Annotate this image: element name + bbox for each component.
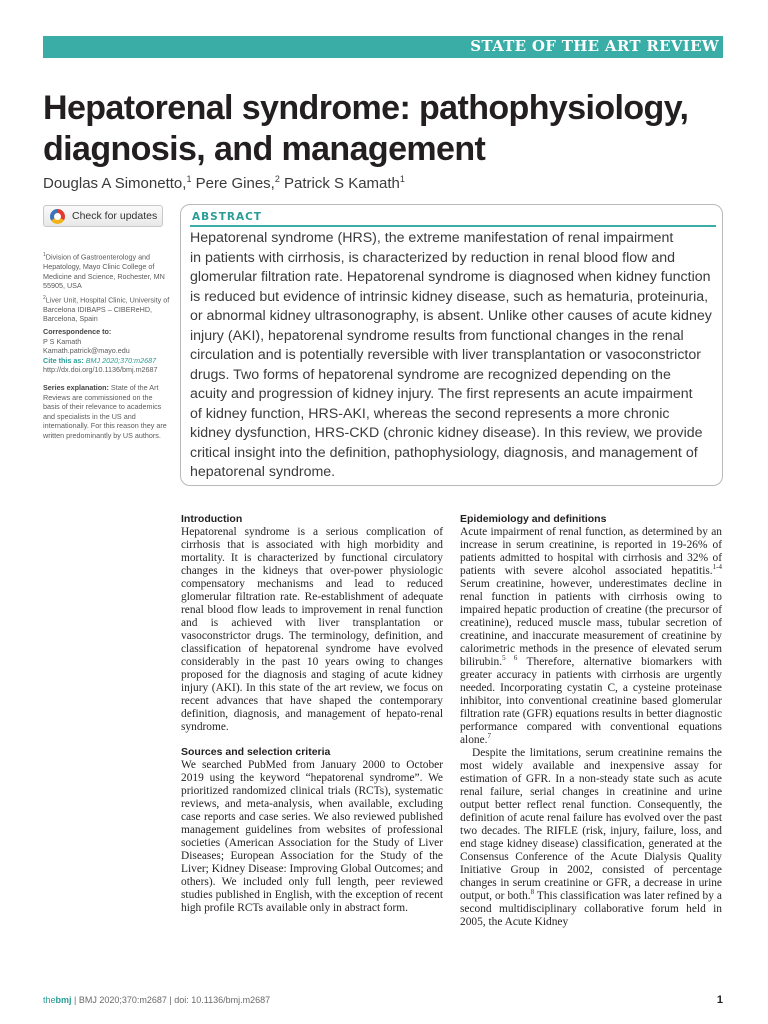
epidemiology-paragraph-1: Acute impairment of renal function, as determined by an increase in serum creatinine, is reported in 19-26% of patients admitted to hospital with cirrhosis and 32% of patients with severe alcohol associated hepatitis.$^{1-4}$ Serum creatinine, however, underestimates decline in renal function in patients with cirrhosis owing to impaired hepatic production of creatine (the precursor of creatinine), reduced muscle mass, tubular secretion of creatinine, and inaccurate measurement of creatinine by calorimetric methods in the presence of elevated serum bilirubin.$^{5 6}$ Therefore, alternative biomarkers with greater accuracy in patients with cirrhosis are urgently needed. Incorporating cystatin C, a cysteine proteinase inhibitor, into conventional creatinine based glomerular filtration rate (GFR) equations results in better diagnostic performance compared with conventional equations alone.$^7$ [460, 526, 722, 747]
title-line: Hepatorenal syndrome: pathophysiology, [43, 89, 689, 127]
abstract-text [190, 229, 720, 483]
abstract-line: kidney dysfunction, HRS-CKD (chronic kidney disease). In this review, we provide [190, 425, 703, 441]
title-line: diagnosis, and management [43, 130, 486, 168]
abstract-divider [190, 225, 716, 227]
section-heading-epidemiology: Epidemiology and definitions [460, 513, 607, 525]
abstract-line: or abnormal kidney ultrasonography, is absent. Unlike other causes of acute kidney [190, 308, 712, 324]
abstract-line: injury (AKI), hepatorenal syndrome results from functional changes in the renal [190, 327, 684, 344]
correspondence [43, 327, 171, 356]
affiliation-marker: 1 [399, 174, 405, 184]
reference-marker[interactable]: 7 [487, 732, 492, 741]
crossmark-icon [50, 209, 65, 224]
abstract-heading: ABSTRACT [192, 211, 262, 223]
cite-label: Cite this as: [43, 355, 84, 365]
author-name[interactable]: Patrick S Kamath [279, 175, 400, 192]
section-heading-sources: Sources and selection criteria [181, 746, 331, 759]
epidemiology-paragraph-2: Despite the limitations, serum creatinine remains the most widely available and inexpensive assay for estimation of GFR. In a non-steady state such as acute renal failure, serial changes in creatinine and urine output better reflect renal function. Consequently, the definition of acute renal failure has evolved over the past two decades. The RIFLE (risk, injury, failure, loss, and end stage kidney disease) classification, generated at the Consensus Conference of the Acute Dialysis Quality Initiative Group in 2002, consisted of percentage changes in serum creatinine or GFR, a decrease in urine output, or both.$^8$ This classification was later refined by a second multidisciplinary collaborative forum held in 2005, the Acute Kidney [460, 747, 722, 929]
abstract-line: hepatorenal syndrome. [190, 464, 336, 480]
reference-marker[interactable]: 1-4 [712, 563, 722, 572]
page-footer [43, 995, 270, 1005]
body-column-right [460, 513, 722, 929]
affiliation-marker: 2 [274, 174, 280, 184]
sidebar [43, 251, 171, 443]
author-name[interactable]: Pere Gines, [191, 175, 275, 192]
introduction-paragraph: Hepatorenal syndrome is a serious complication of cirrhosis that is associated with high morbidity and mortality. It is characterized by functional circulatory changes in the kidneys that over-power physiologic compensatory mechanisms and lead to reduced glomerular filtration rate. Re-establishment of adequate renal blood flow leads to improvement in renal function and is achieved with liver transplantation or vasoconstrictor drugs. The terminology, definition, and classification of hepatorenal syndrome have evolved considerably in the past 10 years owing to changes proposed for the diagnosis and staging of acute kidney injury (AKI). In this state of the art review, we focus on recent advances that have shaped the contemporary definition, diagnosis, and management of hepato-renal syndrome. [181, 526, 443, 734]
section-banner [43, 36, 723, 58]
citation-info [43, 356, 171, 375]
abstract-line: is reduced but evidence of intrinsic kidney disease, such as hematuria, proteinuria, [190, 288, 709, 305]
check-for-updates-label: Check for updates [72, 210, 158, 222]
series-explanation: Series explanation: State of the Art Reviews are commissioned on the basis of their relevance to academics and specialists in the US and internationally. For this reason they are written predominantly by US authors. [43, 382, 167, 440]
affiliation-2: $^2$Liver Unit, Hospital Clinic, University of Barcelona IDIBAPS – CIBEReHD, Barcelona, Spain [43, 294, 170, 324]
correspondence-email[interactable]: Kamath.patrick@mayo.edu [43, 346, 130, 356]
author-name[interactable]: Douglas A Simonetto, [43, 175, 187, 192]
sources-paragraph: We searched PubMed from January 2000 to October 2019 using the keyword “hepatorenal syndrome”. We prioritized randomized clinical trials (RCTs), systematic reviews, and meta-analysis, when available, excluding case reports and case series. We also reviewed published management guidelines from websites of professional societies (American Association for the Study of Liver Diseases; European Association for the Study of the Liver; Kidney Disease: Improving Global Outcomes; and others). We included only full length, peer reviewed studies published in English, with the exception of recent high profile RCTs available only in abstract form. [181, 759, 443, 915]
check-for-updates-button[interactable] [43, 205, 163, 227]
abstract-line: glomerular filtration rate. Hepatorenal syndrome is diagnosed when kidney function [190, 269, 711, 285]
doi-link[interactable]: http://dx.doi.org/10.1136/bmj.m2687 [43, 365, 158, 375]
abstract-line: critical insight into the definition, pathophysiology, diagnosis, and management of [190, 444, 698, 461]
correspondence-label: Correspondence to: [43, 326, 112, 336]
affiliation-1: $^1$Division of Gastroenterology and Hepatology, Mayo Clinic College of Medicine and Science, Rochester, MN 55905, USA [43, 252, 165, 291]
author-list [43, 174, 405, 192]
abstract-line: of kidney function, HRS-AKI, whereas the second represents a more chronic [190, 405, 670, 422]
abstract-line: drugs. Two forms of hepatorenal syndrome are recognized depending on the [190, 366, 671, 383]
journal-logo: thebmj [43, 995, 72, 1005]
article-type-label: STATE OF THE ART REVIEW [470, 37, 719, 55]
reference-marker[interactable]: 5 6 [502, 654, 518, 663]
page-number: 1 [716, 994, 723, 1006]
section-heading-introduction: Introduction [181, 513, 243, 525]
affiliation-marker: 1 [186, 174, 192, 184]
correspondence-name: P S Kamath [43, 336, 82, 346]
abstract-line: Hepatorenal syndrome (HRS), the extreme manifestation of renal impairment [190, 230, 674, 246]
abstract-line: acuity and progression of kidney injury. The first represents an acute impairment [190, 386, 693, 402]
reference-marker[interactable]: 8 [530, 888, 535, 897]
body-column-left [181, 513, 443, 915]
abstract-line: in patients with cirrhosis, is characterized by reduction in renal blood flow and [190, 249, 675, 266]
article-title [43, 88, 723, 170]
abstract-line: circulation and is potentially reversible with liver transplantation or vasoconstrictor [190, 347, 701, 363]
cite-ref: BMJ 2020;370:m2687 [83, 355, 157, 365]
footer-citation: | BMJ 2020;370:m2687 | doi: 10.1136/bmj.m2687 [71, 995, 271, 1005]
